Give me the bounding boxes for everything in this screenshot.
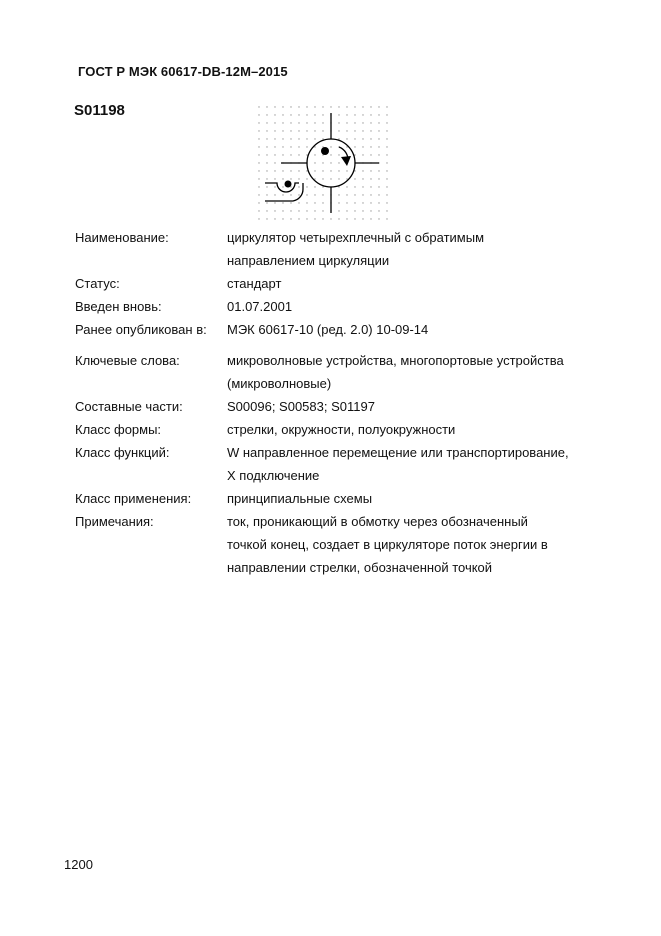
grid-dot (370, 154, 371, 155)
attribute-value-line: принципиальные схемы (227, 491, 373, 506)
grid-dot (354, 106, 355, 107)
attribute-value-line: циркулятор четырехплечный с обратимым (227, 230, 485, 245)
grid-dot (322, 178, 323, 179)
grid-dot (290, 146, 291, 147)
grid-dot (282, 146, 283, 147)
grid-dot (314, 122, 315, 123)
grid-dot (322, 210, 323, 211)
attribute-value (227, 487, 607, 510)
grid-dot (298, 130, 299, 131)
grid-dot (330, 154, 331, 155)
attribute-label: Статус: (75, 276, 120, 291)
grid-dot (314, 138, 315, 139)
grid-dot (266, 146, 267, 147)
grid-dot (266, 106, 267, 107)
grid-dot (362, 218, 363, 219)
grid-dot (386, 186, 387, 187)
grid-dot (346, 170, 347, 171)
grid-dot (378, 202, 379, 203)
grid-dot (330, 162, 331, 163)
grid-dot (314, 154, 315, 155)
grid-dot (322, 170, 323, 171)
grid-dot (354, 170, 355, 171)
grid-dot (386, 130, 387, 131)
grid-dot (282, 186, 283, 187)
grid-dot (258, 154, 259, 155)
grid-dot (354, 130, 355, 131)
grid-dot (338, 130, 339, 131)
grid-dot (370, 170, 371, 171)
grid-dot (314, 202, 315, 203)
grid-dot (306, 122, 307, 123)
grid-dot (346, 138, 347, 139)
grid-dot (266, 122, 267, 123)
four-port-circulator-reversible-icon (255, 103, 391, 223)
attribute-label: Ранее опубликован в: (75, 322, 207, 337)
grid-dot (282, 202, 283, 203)
attribute-value-line: S00096; S00583; S01197 (227, 399, 375, 414)
grid-dot (378, 210, 379, 211)
grid-dot (362, 146, 363, 147)
attribute-value-line: ток, проникающий в обмотку через обозначенный (227, 514, 528, 529)
grid-dot (298, 154, 299, 155)
grid-dot (322, 186, 323, 187)
grid-dot (290, 210, 291, 211)
grid-dot (290, 194, 291, 195)
grid-dot (258, 106, 259, 107)
grid-dot (362, 194, 363, 195)
grid-dot (338, 170, 339, 171)
grid-dot (274, 162, 275, 163)
grid-dot (306, 186, 307, 187)
grid-dot (290, 138, 291, 139)
grid-dot (362, 130, 363, 131)
grid-dot (338, 178, 339, 179)
grid-dot (354, 146, 355, 147)
grid-dot (354, 114, 355, 115)
grid-dot (306, 106, 307, 107)
attribute-label: Составные части: (75, 399, 183, 414)
grid-dot (274, 202, 275, 203)
grid-dot (282, 122, 283, 123)
grid-dot (378, 194, 379, 195)
grid-dot (354, 194, 355, 195)
grid-dot (354, 122, 355, 123)
grid-dot (322, 138, 323, 139)
attribute-value (227, 510, 607, 579)
grid-dot (258, 178, 259, 179)
grid-dot (306, 114, 307, 115)
grid-dot (314, 218, 315, 219)
attribute-value (227, 272, 607, 295)
attribute-value-line: МЭК 60617-10 (ред. 2.0) 10-09-14 (227, 322, 429, 337)
grid-dot (362, 170, 363, 171)
grid-dot (274, 122, 275, 123)
attribute-value (227, 318, 607, 341)
grid-dot (386, 154, 387, 155)
grid-dot (322, 194, 323, 195)
attribute-value-line: направлении стрелки, обозначенной точкой (227, 560, 493, 575)
grid-dot (322, 114, 323, 115)
attribute-value (227, 441, 607, 487)
grid-dot (290, 170, 291, 171)
grid-dot (298, 138, 299, 139)
grid-dot (314, 162, 315, 163)
grid-dot (258, 194, 259, 195)
grid-dot (298, 114, 299, 115)
grid-dot (290, 114, 291, 115)
grid-dot (290, 106, 291, 107)
grid-dot (338, 202, 339, 203)
grid-dot (282, 114, 283, 115)
grid-dot (258, 186, 259, 187)
grid-dot (346, 202, 347, 203)
attribute-value-line: точкой конец, создает в циркуляторе поток энергии в (227, 537, 548, 552)
grid-dot (258, 162, 259, 163)
grid-dot (258, 210, 259, 211)
grid-dot (290, 154, 291, 155)
grid-dot (386, 194, 387, 195)
grid-dot (386, 138, 387, 139)
grid-dot (274, 138, 275, 139)
grid-dot (266, 210, 267, 211)
grid-dot (274, 186, 275, 187)
grid-dot (322, 162, 323, 163)
grid-dot (306, 210, 307, 211)
grid-dot (338, 210, 339, 211)
grid-dot (290, 130, 291, 131)
grid-dot (330, 218, 331, 219)
grid-dot (266, 162, 267, 163)
grid-dot (338, 218, 339, 219)
grid-dot (346, 106, 347, 107)
grid-dot (314, 178, 315, 179)
grid-dot (258, 170, 259, 171)
grid-dot (386, 106, 387, 107)
grid-dot (346, 194, 347, 195)
grid-dot (306, 146, 307, 147)
grid-dot (274, 154, 275, 155)
grid-dot (378, 154, 379, 155)
attribute-label: Ключевые слова: (75, 353, 180, 368)
grid-dot (258, 218, 259, 219)
grid-dot (258, 114, 259, 115)
grid-dot (330, 146, 331, 147)
grid-dot (338, 186, 339, 187)
grid-dot (322, 122, 323, 123)
grid-dot (306, 178, 307, 179)
grid-dot (378, 186, 379, 187)
grid-dot (386, 122, 387, 123)
grid-dot (306, 170, 307, 171)
grid-dot (274, 114, 275, 115)
grid-dot (322, 202, 323, 203)
grid-dot (314, 210, 315, 211)
grid-dot (282, 178, 283, 179)
attribute-value-line: 01.07.2001 (227, 299, 293, 314)
grid-dot (282, 194, 283, 195)
attribute-value-line: микроволновые устройства, многопортовые устройства (227, 353, 564, 368)
grid-dot (362, 210, 363, 211)
grid-dot (370, 218, 371, 219)
grid-dot (322, 130, 323, 131)
page-number: 1200 (64, 857, 93, 872)
attribute-label: Класс формы: (75, 422, 162, 437)
attribute-value-line: стандарт (227, 276, 282, 291)
attribute-label: Наименование: (75, 230, 169, 245)
grid-dot (346, 114, 347, 115)
grid-dot (314, 146, 315, 147)
grid-dot (378, 130, 379, 131)
grid-dot (354, 202, 355, 203)
grid-dot (346, 122, 347, 123)
grid-dot (266, 130, 267, 131)
grid-dot (338, 138, 339, 139)
grid-dot (306, 130, 307, 131)
grid-dot (386, 114, 387, 115)
grid-dot (290, 186, 291, 187)
grid-dot (354, 178, 355, 179)
grid-dot (370, 122, 371, 123)
grid-dot (290, 178, 291, 179)
attribute-label: Введен вновь: (75, 299, 162, 314)
grid-dot (282, 130, 283, 131)
grid-dot (370, 146, 371, 147)
attribute-value-line: направлением циркуляции (227, 253, 390, 268)
grid-dot (298, 178, 299, 179)
grid-dot (362, 186, 363, 187)
grid-dot (266, 186, 267, 187)
grid-dot (362, 154, 363, 155)
grid-dot (266, 202, 267, 203)
grid-dot (322, 106, 323, 107)
grid-dot (298, 106, 299, 107)
grid-dot (282, 106, 283, 107)
grid-dot (354, 138, 355, 139)
grid-dot (378, 106, 379, 107)
grid-dot (386, 162, 387, 163)
grid-dot (258, 130, 259, 131)
grid-dot (314, 186, 315, 187)
grid-dot (354, 154, 355, 155)
grid-dot (338, 106, 339, 107)
grid-dot (282, 138, 283, 139)
grid-dot (314, 194, 315, 195)
grid-dot (370, 210, 371, 211)
grid-dot (370, 194, 371, 195)
grid-dot (282, 154, 283, 155)
grid-dot (386, 170, 387, 171)
attribute-value-line: (микроволновые) (227, 376, 332, 391)
grid-dot (314, 130, 315, 131)
grid-dot (354, 210, 355, 211)
grid-dot (258, 146, 259, 147)
grid-dot (258, 122, 259, 123)
grid-dot (290, 122, 291, 123)
grid-dot (306, 218, 307, 219)
grid-dot (338, 154, 339, 155)
grid-dot (362, 178, 363, 179)
grid-dot (386, 178, 387, 179)
grid-dot (274, 178, 275, 179)
grid-dot (298, 170, 299, 171)
grid-dot (370, 114, 371, 115)
grid-dot (298, 218, 299, 219)
grid-dot (298, 194, 299, 195)
grid-dot (346, 146, 347, 147)
grid-dot (346, 210, 347, 211)
grid-dot (298, 122, 299, 123)
document-header: ГОСТ Р МЭК 60617-DB-12M–2015 (78, 64, 288, 79)
grid-dot (314, 114, 315, 115)
grid-dot (306, 202, 307, 203)
grid-dot (266, 170, 267, 171)
grid-dot (274, 146, 275, 147)
grid-dot (346, 130, 347, 131)
attribute-value (227, 418, 607, 441)
grid-dot (314, 106, 315, 107)
attribute-label: Класс функций: (75, 445, 170, 460)
grid-dot (306, 194, 307, 195)
grid-dot (282, 170, 283, 171)
grid-dot (338, 162, 339, 163)
grid-dot (274, 218, 275, 219)
grid-dot (314, 170, 315, 171)
grid-dot (266, 218, 267, 219)
grid-dot (386, 146, 387, 147)
grid-dot (330, 170, 331, 171)
grid-dot (258, 138, 259, 139)
grid-dot (266, 154, 267, 155)
grid-dot (362, 106, 363, 107)
grid-dot (274, 194, 275, 195)
attribute-value-line: W направленное перемещение или транспортирование, (227, 445, 569, 460)
attribute-value (227, 349, 607, 395)
grid-dot (378, 138, 379, 139)
grid-dot (346, 218, 347, 219)
attribute-value (227, 226, 607, 272)
grid-dot (386, 202, 387, 203)
grid-dot (330, 106, 331, 107)
grid-dot (362, 122, 363, 123)
grid-dot (338, 114, 339, 115)
grid-dot (346, 178, 347, 179)
grid-dot (266, 114, 267, 115)
grid-dot (370, 130, 371, 131)
grid-dot (386, 218, 387, 219)
grid-dot (378, 170, 379, 171)
grid-dot (258, 202, 259, 203)
grid-dot (266, 194, 267, 195)
attribute-value-line: стрелки, окружности, полуокружности (227, 422, 456, 437)
grid-dot (378, 178, 379, 179)
grid-dot (298, 210, 299, 211)
grid-dot (322, 218, 323, 219)
grid-dot (370, 202, 371, 203)
grid-dot (386, 210, 387, 211)
grid-dot (338, 194, 339, 195)
grid-dot (298, 146, 299, 147)
grid-dot (362, 138, 363, 139)
grid-dot (378, 122, 379, 123)
grid-dot (306, 138, 307, 139)
grid-dot (370, 178, 371, 179)
grid-dot (290, 202, 291, 203)
grid-dot (362, 202, 363, 203)
grid-dot (298, 186, 299, 187)
grid-dot (290, 218, 291, 219)
grid-dot (274, 170, 275, 171)
grid-dot (306, 154, 307, 155)
grid-dot (274, 210, 275, 211)
grid-dot (346, 186, 347, 187)
grid-dot (298, 202, 299, 203)
grid-dot (330, 178, 331, 179)
grid-dot (370, 106, 371, 107)
grid-dot (282, 218, 283, 219)
grid-dot (370, 138, 371, 139)
grid-dot (370, 186, 371, 187)
grid-dot (282, 210, 283, 211)
grid-dot (354, 218, 355, 219)
grid-dot (274, 130, 275, 131)
attribute-value-line: X подключение (227, 468, 320, 483)
grid-dot (338, 122, 339, 123)
attribute-label: Класс применения: (75, 491, 192, 506)
grid-dot (378, 146, 379, 147)
grid-dot (274, 106, 275, 107)
grid-dot (362, 114, 363, 115)
symbol-code: S01198 (74, 102, 125, 119)
grid-dot (266, 178, 267, 179)
attribute-value (227, 295, 607, 318)
grid-dot (378, 218, 379, 219)
attribute-value (227, 395, 607, 418)
grid-dot (266, 138, 267, 139)
grid-dot (354, 186, 355, 187)
grid-dot (378, 114, 379, 115)
attribute-label: Примечания: (75, 514, 154, 529)
